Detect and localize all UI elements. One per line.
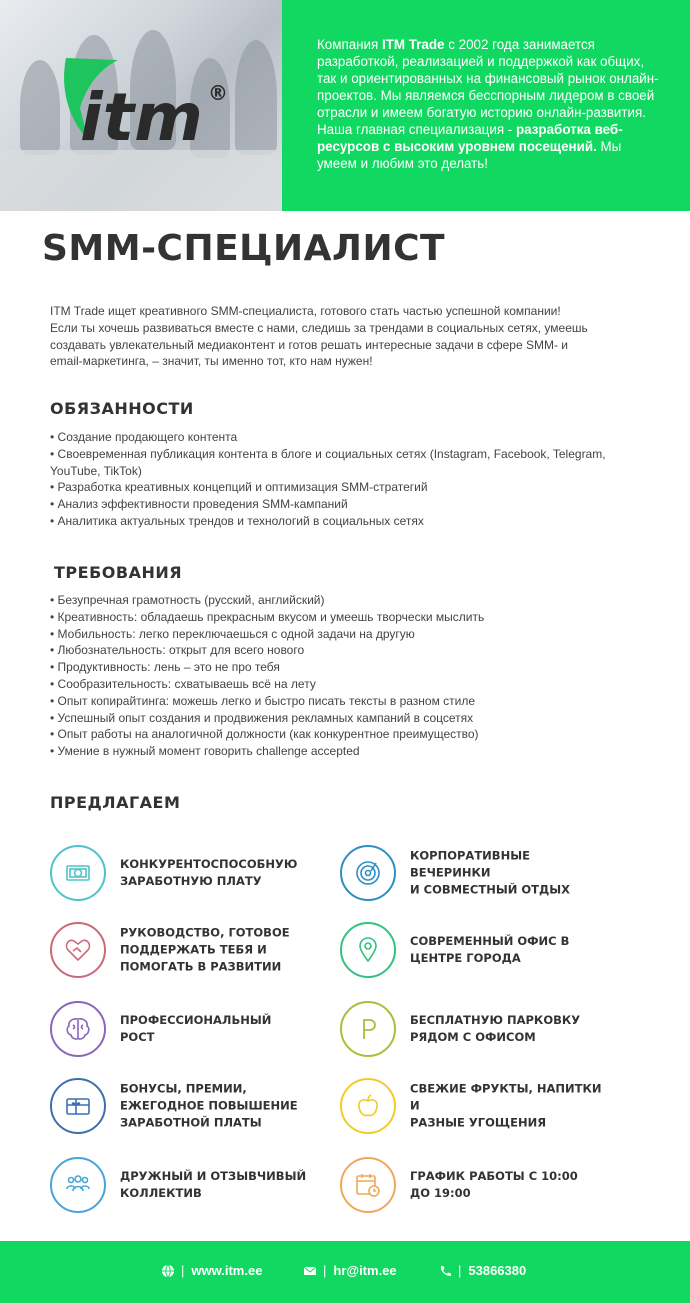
separator: | <box>181 1263 185 1278</box>
itm-logo <box>58 48 233 148</box>
parking-icon <box>340 1001 396 1057</box>
list-item: • Безупречная грамотность (русский, английский) <box>50 592 650 609</box>
benefit-mentoring <box>50 922 320 978</box>
benefit-office <box>340 922 640 978</box>
list-item: • Успешный опыт создания и продвижения рекламных кампаний в соцсетях <box>50 710 650 727</box>
office-photo <box>0 0 282 211</box>
offer-heading: ПРЕДЛАГАЕМ <box>50 793 181 812</box>
phone-link[interactable] <box>438 1263 526 1278</box>
list-item: • Мобильность: легко переключаешься с одной задачи на другую <box>50 626 650 643</box>
list-item: • Аналитика актуальных трендов и технологий в социальных сетях <box>50 513 650 530</box>
separator: | <box>458 1263 462 1278</box>
envelope-icon <box>303 1264 317 1278</box>
location-pin-icon <box>340 922 396 978</box>
separator: | <box>323 1263 327 1278</box>
brain-icon <box>50 1001 106 1057</box>
benefit-label: ПРОФЕССИОНАЛЬНЫЙ РОСТ <box>120 1013 272 1044</box>
benefit-label: РУКОВОДСТВО, ГОТОВОЕ ПОДДЕРЖАТЬ ТЕБЯ И ПОМОГАТЬ В РАЗВИТИИ <box>120 925 290 974</box>
benefit-growth <box>50 1001 320 1057</box>
calendar-clock-icon <box>340 1157 396 1213</box>
list-item: • Своевременная публикация контента в блоге и социальных сетях (Instagram, Facebook, Telegram, YouTube, TikTok) <box>50 446 650 480</box>
lead-text: ITM Trade ищет креативного SMM-специалиста, готового стать частью успешной компании! Если ты хочешь развиваться вместе с нами, следишь за трендами в социальных сетях, умеешь создавать увлекательный медиаконтент и готов решать интересные задачи в сфере SMM- и email-маркетинга, – значит, ты именно тот, кто нам нужен! <box>50 304 588 369</box>
benefit-label: СВЕЖИЕ ФРУКТЫ, НАПИТКИ И РАЗНЫЕ УГОЩЕНИЯ <box>410 1081 602 1130</box>
list-item: • Сообразительность: схватываешь всё на лету <box>50 676 650 693</box>
gift-card-icon <box>50 1078 106 1134</box>
phone-text: 53866380 <box>468 1263 527 1278</box>
benefit-bonuses <box>50 1078 320 1134</box>
benefit-parking <box>340 1001 640 1057</box>
email-link[interactable] <box>303 1263 397 1278</box>
benefit-team <box>50 1157 320 1213</box>
footer <box>0 1241 690 1303</box>
list-item: • Креативность: обладаешь прекрасным вкусом и умеешь творчески мыслить <box>50 609 650 626</box>
duties-list <box>50 429 650 530</box>
svg-text:®: ® <box>208 81 228 105</box>
list-item: • Умение в нужный момент говорить challenge accepted <box>50 743 650 760</box>
benefit-label: БЕСПЛАТНУЮ ПАРКОВКУ РЯДОМ С ОФИСОМ <box>410 1013 581 1044</box>
company-intro <box>282 0 690 211</box>
benefit-parties <box>340 845 640 901</box>
benefit-label: СОВРЕМЕННЫЙ ОФИС В ЦЕНТРЕ ГОРОДА <box>410 934 570 965</box>
list-item: • Опыт копирайтинга: можешь легко и быстро писать тексты в разном стиле <box>50 693 650 710</box>
list-item: • Анализ эффективности проведения SMM-кампаний <box>50 496 650 513</box>
benefit-salary <box>50 845 320 901</box>
phone-icon <box>438 1264 452 1278</box>
email-text: hr@itm.ee <box>333 1263 397 1278</box>
list-item: • Опыт работы на аналогичной должности (как конкурентное преимущество) <box>50 726 650 743</box>
money-icon <box>50 845 106 901</box>
benefit-label: ДРУЖНЫЙ И ОТЗЫВЧИВЫЙ КОЛЛЕКТИВ <box>120 1169 307 1200</box>
svg-text:itm: itm <box>80 79 203 148</box>
apple-icon <box>340 1078 396 1134</box>
intro-text: Компания ITM Trade с 2002 года занимается разработкой, реализацией и поддержкой как общих, так и ориентированных на финансовый рынок онлайн-проектов. Мы являемся бесспорным лидером в своей отрасли и имеем богатую историю онлайн-развития. Наша главная специализация - разработка веб-ресурсов с высоким уровнем посещений. Мы умеем и любим это делать! <box>317 37 659 171</box>
list-item: • Продуктивность: лень – это не про тебя <box>50 659 650 676</box>
duties-heading: ОБЯЗАННОСТИ <box>50 399 194 418</box>
list-item: • Создание продающего контента <box>50 429 650 446</box>
benefit-snacks <box>340 1078 640 1134</box>
globe-icon <box>161 1264 175 1278</box>
benefit-label: ГРАФИК РАБОТЫ С 10:00 ДО 19:00 <box>410 1169 578 1200</box>
list-item: • Любознательность: открыт для всего нового <box>50 642 650 659</box>
website-link[interactable] <box>161 1263 262 1278</box>
list-item: • Разработка креативных концепций и оптимизация SMM-стратегий <box>50 479 650 496</box>
page-title: SMM-СПЕЦИАЛИСТ <box>42 228 446 269</box>
requirements-list <box>50 592 650 760</box>
team-icon <box>50 1157 106 1213</box>
benefit-label: БОНУСЫ, ПРЕМИИ, ЕЖЕГОДНОЕ ПОВЫШЕНИЕ ЗАРАБОТНОЙ ПЛАТЫ <box>120 1081 298 1130</box>
vinyl-icon <box>340 845 396 901</box>
benefit-schedule <box>340 1157 640 1213</box>
heart-handshake-icon <box>50 922 106 978</box>
requirements-heading: ТРЕБОВАНИЯ <box>54 563 183 582</box>
website-text: www.itm.ee <box>191 1263 263 1278</box>
benefit-label: КОНКУРЕНТОСПОСОБНУЮ ЗАРАБОТНУЮ ПЛАТУ <box>120 857 298 888</box>
header <box>0 0 690 211</box>
benefit-label: КОРПОРАТИВНЫЕ ВЕЧЕРИНКИ И СОВМЕСТНЫЙ ОТДЫХ <box>410 848 571 897</box>
